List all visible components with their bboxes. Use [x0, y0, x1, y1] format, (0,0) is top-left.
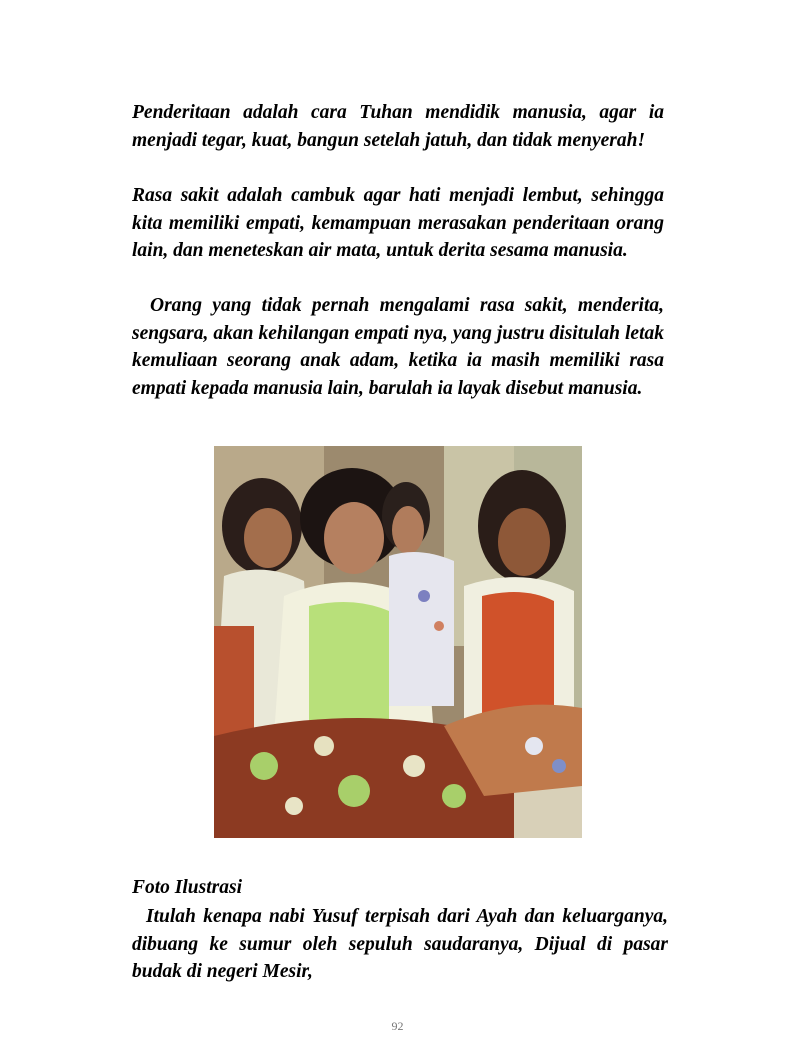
photo-caption: Foto Ilustrasi — [132, 877, 243, 898]
paragraph-3: Orang yang tidak pernah mengalami rasa sakit, menderita, sengsara, akan kehilangan empati nya, yang justru disitulah letak kemuliaan seorang anak adam, ketika ia masih memiliki rasa empati kepada manusia lain, barulah ia layak disebut manusia. — [132, 295, 664, 399]
paragraph-4: Itulah kenapa nabi Yusuf terpisah dari Ayah dan keluarganya, dibuang ke sumur oleh sepuluh saudaranya, Dijual di pasar budak di negeri Mesir, — [132, 906, 668, 982]
paragraph-2: Rasa sakit adalah cambuk agar hati menjadi lembut, sehingga kita memiliki empati, kemampuan merasakan penderitaan orang lain, dan meneteskan air mata, untuk derita sesama manusia. — [132, 185, 664, 261]
photo-illustration — [214, 446, 582, 838]
page-number: 92 — [391, 1019, 404, 1033]
paragraph-1: Penderitaan adalah cara Tuhan mendidik manusia, agar ia menjadi tegar, kuat, bangun setelah jatuh, dan tidak menyerah! — [132, 102, 664, 151]
